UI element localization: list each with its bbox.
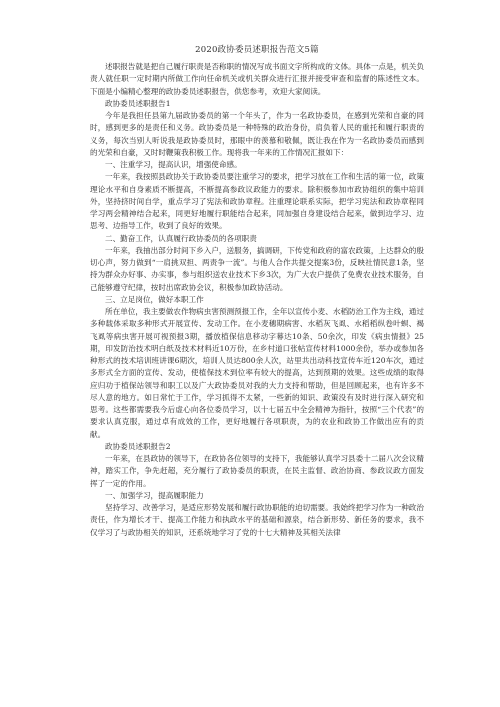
body-paragraph: 一年来，我按照县政协关于政协委员要注重学习的要求，把学习放在工作和生活的第一位，政策理论水平和自身素质不断提高，不断提高参政议政能力的要求。除积极参加市政协组织的集中培训外，坚持挤时间自学，重点学习了宪法和政协章程。注重理论联系实际，把学习宪法和政协章程同学习两会精神结合起来，同更好地履行职能结合起来，同加强自身建设结合起来，做到边学习、边思考、边指导工作，收到了良好的效果。 (90, 172, 424, 231)
body-paragraph: 坚持学习、改善学习，是适应形势发展和履行政协职能的迫切需要。我始终把学习作为一种政治责任，作为增长才干、提高工作能力和执政水平的基础和源泉，结合新形势、新任务的要求，我不仅学习了与政协相关的知识，还系统地学习了党的十七大精神及其相关法律 (90, 503, 424, 537)
subsection-heading: 二、勤奋工作，认真履行政协委员的各项职责 (105, 233, 257, 243)
subsection-heading: 一、加强学习，提高履职能力 (105, 490, 204, 500)
body-paragraph: 一年来，我抽出部分时间下乡入户，送服务，搞调研，下传党和政府的富农政策，上达群众的殷切心声，努力做到“一肩挑双担、两责争一流”。与他人合作共提交提案3份，反映社情民意1条，坚持为群众办好事、办实事，参与组织送农业技术下乡3次，为广大农户提供了免费农业技术服务，自己能够遵守纪律，按时出席政协会议，积极参加政协活动。 (90, 245, 424, 292)
section-heading: 政协委员述职报告1 (105, 98, 171, 108)
intro-paragraph: 述职报告就是把自己履行职责是否称职的情况写成书面文字所构成的文体。具体一点是，机关负责人就任职一定时期内所做工作向任命机关或机关群众进行汇报并接受审查和监督的陈述性文本。下面是小编精心整理的政协委员述职报告，供您参考，欢迎大家阅读。 (90, 62, 424, 96)
subsection-heading: 一、注重学习，提高认识，增强使命感。 (105, 160, 242, 169)
body-paragraph: 所在单位，我主要做农作物病虫害预测预报工作，全年以宣传小麦、水稻防治工作为主线，通过多种载体采取多种形式开展宣传、发动工作。在小麦穗期病害、水稻灰飞虱、水稻稻纵卷叶螟、褐飞虱等病虫害开展可视预报3期，播放植保信息移动字幕达10条、50余次，印发《病虫情报》25期，印发防治技术明白纸及技术材料近10万份，在乡村道口张帖宣传材料1000余份，举办或参加各种形式的技术培训班讲课6期次，培训人员达800余人次，站里共出动科技宣传车近120车次，通过多形式全方面的宣传、发动，使植保技术到位率有较大的提高，达到预期的效果。这些成绩的取得应归功于植保站领导和职工以及广大政协委员对我的大力支持和帮助，但是回顾起来，也有许多不尽人意的地方。如日常忙于工作，学习抓得不太紧，一些新的知识、政策没有及时进行深入研究和思考。这些都需要我今后虚心向各位委员学习，以十七届五中全会精神为指针，按照“三个代表”的要求认真克服，通过卓有成效的工作，更好地履行各项职责，为的农业和政协工作做出应有的贡献。 (90, 307, 424, 439)
body-paragraph: 今年是我担任县第九届政协委员的第一个年头了，作为一名政协委员，在感到光荣和自豪的同时，感到更多的是责任和义务。政协委员是一种特殊的政治身份，肩负着人民的重托和履行职责的义务，每次当别人听说我是政协委员时，那眼中的羡慕和敬佩，既让我在作为一名政协委员而感到的光荣和自豪，又时时鞭策我积极工作。现将我一年来的工作情况汇报如下： (90, 111, 424, 157)
document-title: 2020政协委员述职报告范文5篇 (195, 45, 319, 55)
subsection-heading: 三、立足岗位，做好本职工作 (105, 294, 204, 304)
body-paragraph: 一年来，在县政协的领导下，在政协各位领导的支持下，我能够认真学习县委十二届八次会议精神，踏实工作，争先赶超，充分履行了政协委员的职责，在民主监督、政治协商、参政议政方面发挥了一定的作用。 (90, 454, 424, 488)
section-heading: 政协委员述职报告2 (105, 441, 171, 451)
document-body (90, 61, 424, 539)
